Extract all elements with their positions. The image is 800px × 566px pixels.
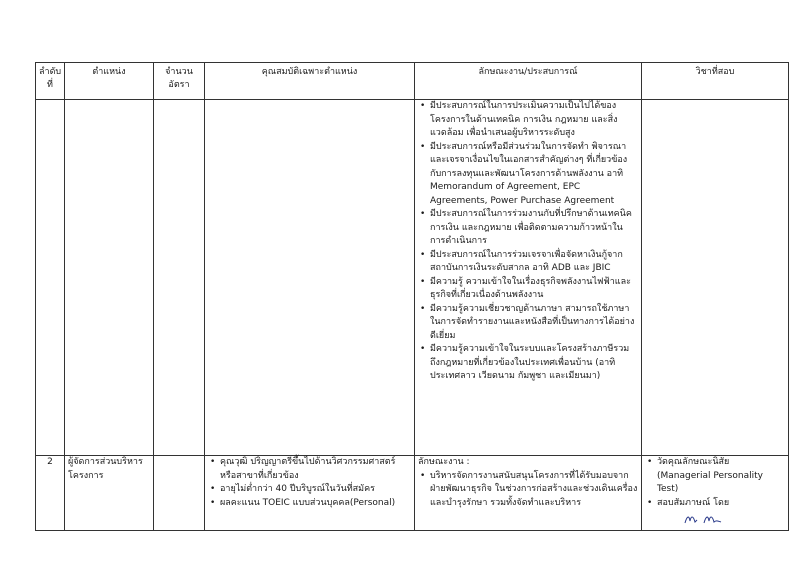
row1-experience — [415, 100, 642, 456]
qualification-item: • อายุไม่ต่ำกว่า 40 ปีบริบูรณ์ในวันที่สมัคร — [208, 483, 411, 497]
qualification-item: • คุณวุฒิ ปริญญาตรีขึ้นไปด้านวิศวกรรมศาสตร์ หรือสาขาที่เกี่ยวข้อง — [208, 456, 411, 483]
row1-count — [154, 100, 205, 456]
row2-experience — [415, 456, 642, 531]
row1-position — [65, 100, 154, 456]
header-no: ลำดับที่ — [36, 63, 65, 100]
table-header-row — [36, 63, 789, 100]
table-row — [36, 456, 789, 531]
row2-count — [154, 456, 205, 531]
header-position: ตำแหน่ง — [65, 63, 154, 100]
row2-no: 2 — [36, 456, 65, 531]
qualification-item: • ผลคะแนน TOEIC แบบส่วนบุคคล(Personal) — [208, 497, 411, 511]
row1-no — [36, 100, 65, 456]
exam-item: • สอบสัมภาษณ์ โดย — [645, 497, 785, 511]
handwritten-initials-signature — [683, 512, 723, 526]
experience-item: • บริหารจัดการงานสนับสนุนโครงการที่ได้รับมอบจากฝ่ายพัฒนาธุรกิจ ในช่วงการก่อสร้างและช่วงเดินเครื่องและบำรุงรักษา รวมทั้งจัดทำและบริหาร — [418, 470, 638, 511]
experience-list — [418, 470, 638, 511]
experience-item: • มีประสบการณ์ในการร่วมเจรจาเพื่อจัดหาเงินกู้จากสถาบันการเงินระดับสากล อาทิ ADB และ JBIC — [418, 249, 638, 276]
experience-heading: ลักษณะงาน : — [418, 457, 470, 467]
row1-qualifications — [205, 100, 415, 456]
header-exams: วิชาที่สอบ — [642, 63, 789, 100]
header-count: จำนวนอัตรา — [154, 63, 205, 100]
experience-item: • มีความรู้ความเชี่ยวชาญด้านภาษา สามารถใช้ภาษาในการจัดทำรายงานและหนังสือที่เป็นทางการได้อย่างดีเยี่ยม — [418, 303, 638, 344]
table-row — [36, 100, 789, 456]
experience-item: • มีประสบการณ์หรือมีส่วนร่วมในการจัดทำ พิจารณา และเจรจาเงื่อนไขในเอกสารสำคัญต่างๆ ที่เกี่ยวข้องกับการลงทุนและพัฒนาโครงการด้านพลังงาน อาทิ Memorandum of Agreement, EPC Agreements, Power Purchase Agreement — [418, 141, 638, 209]
row2-position: ผู้จัดการส่วนบริหารโครงการ — [65, 456, 154, 531]
experience-item: • มีประสบการณ์ในการประเมินความเป็นไปได้ของโครงการในด้านเทคนิค การเงิน กฎหมาย และสิ่งแวดล้อม เพื่อนำเสนอผู้บริหารระดับสูง — [418, 100, 638, 141]
exam-list — [645, 456, 785, 510]
recruitment-table — [35, 62, 789, 531]
experience-item: • มีความรู้ ความเข้าใจในเรื่องธุรกิจพลังงานไฟฟ้าและธุรกิจที่เกี่ยวเนื่องด้านพลังงาน — [418, 276, 638, 303]
header-qualifications: คุณสมบัติเฉพาะตำแหน่ง — [205, 63, 415, 100]
row2-qualifications — [205, 456, 415, 531]
experience-item: • มีความรู้ความเข้าใจในระบบและโครงสร้างภาษีรวมถึงกฎหมายที่เกี่ยวข้องในประเทศเพื่อนบ้าน (อาทิ ประเทศลาว เวียดนาม กัมพูชา และเมียนมา) — [418, 343, 638, 384]
row1-exams — [642, 100, 789, 456]
exam-item: • วัดคุณลักษณะนิสัย (Managerial Personality Test) — [645, 456, 785, 497]
experience-list — [418, 100, 638, 384]
header-experience: ลักษณะงาน/ประสบการณ์ — [415, 63, 642, 100]
qualification-list — [208, 456, 411, 510]
experience-item: • มีประสบการณ์ในการร่วมงานกับที่ปรึกษาด้านเทคนิค การเงิน และกฎหมาย เพื่อติดตามความก้าวหน้าในการดำเนินการ — [418, 208, 638, 249]
